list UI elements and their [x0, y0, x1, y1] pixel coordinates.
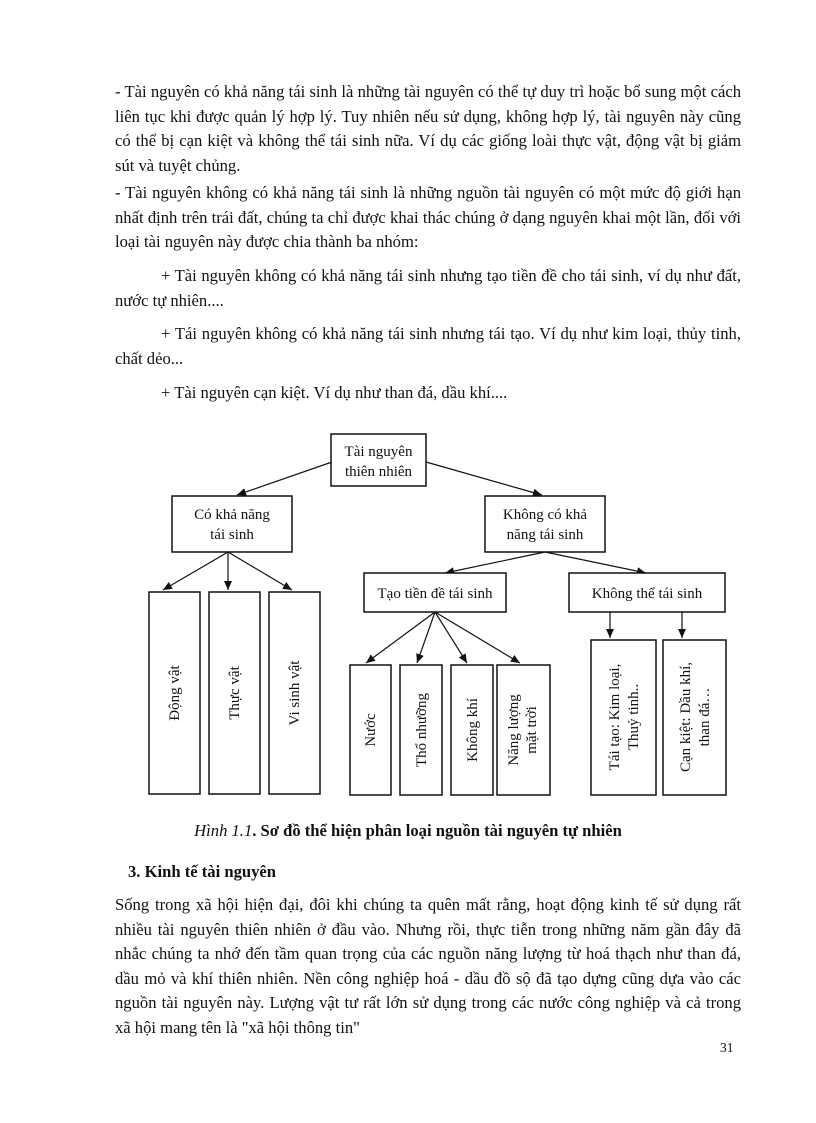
label-recycle-1: Tái tạo: Kim loại, — [607, 663, 623, 771]
label-soil: Thổ nhưỡng — [414, 693, 430, 767]
box-nonrenewable — [485, 496, 605, 552]
paragraph-group-3: + Tài nguyên cạn kiệt. Ví dụ như than đá, dầu khí.... — [161, 383, 508, 402]
figure-caption — [0, 821, 816, 841]
section-body: Sống trong xã hội hiện đại, đôi khi chúng ta quên mất rằng, hoạt động kinh tế sử dụng rất nhiều tài nguyên thiên nhiên ở đầu vào. Nhưng rồi, thực tiễn trong những năm gần đây đã nhắc chúng ta nhớ đến tầm quan trọng của các nguồn năng lượng từ hoá thạch như than đá, dầu mỏ và khí thiên nhiên. Nền công nghiệp hoá - dầu đồ sộ đã tạo dựng cũng dựa vào các nguồn tài nguyên này. Lượng vật tư rất lớn sử dụng trong các nước công nghiệp và cả trong xã hội mang tên là "xã hội thông tin" — [115, 895, 741, 1037]
paragraph-group-1: + Tài nguyên không có khả năng tái sinh nhưng tạo tiền đề cho tái sinh, ví dụ như đất, nước tự nhiên.... — [115, 266, 741, 310]
paragraph-group-2: + Tái nguyên không có khả năng tái sinh nhưng tái tạo. Ví dụ như kim loại, thủy tinh, chất dẻo... — [115, 324, 741, 368]
caption-label: Hình 1.1 — [194, 821, 253, 840]
label-root-2: thiên nhiên — [344, 464, 413, 480]
caption-text: . Sơ đồ thể hiện phân loại nguồn tài nguyên tự nhiên — [252, 821, 622, 840]
box-renewable — [172, 496, 292, 552]
label-nonrenewable-1: Không có khả — [502, 507, 588, 523]
label-animals: Động vật — [167, 665, 183, 721]
label-deplete-1: Cạn kiệt: Dầu khí, — [678, 662, 694, 772]
label-solar-1: Năng lượng — [506, 694, 522, 766]
label-renewable-2: tái sinh — [210, 527, 254, 543]
paragraph-nonrenewable: - Tài nguyên không có khả năng tái sinh là những nguồn tài nguyên có một mức độ giới hạn nhất định trên trái đất, chúng ta chỉ được khai thác chúng ở dạng nguyên khai một lần, đối với loại tài nguyên này được chia thành ba nhóm: — [115, 183, 741, 251]
label-plants: Thực vật — [227, 666, 243, 720]
page-number: 31 — [720, 1040, 734, 1055]
box-recycle — [591, 640, 656, 795]
label-air: Không khí — [465, 698, 481, 762]
box-deplete — [663, 640, 726, 795]
label-nonrenewable-2: năng tái sinh — [506, 527, 584, 543]
label-solar-2: mặt trời — [524, 706, 540, 754]
label-water: Nước — [363, 713, 379, 747]
label-premise: Tạo tiền đề tái sinh — [377, 586, 493, 602]
label-microbes: Vi sinh vật — [287, 660, 303, 726]
label-deplete-2: than đá… — [697, 687, 713, 747]
section-heading: 3. Kinh tế tài nguyên — [128, 862, 276, 881]
label-root-1: Tài nguyên — [344, 444, 413, 460]
label-recycle-2: Thuỷ tinh.. — [626, 683, 642, 751]
label-renewable-1: Có khả năng — [194, 507, 270, 523]
label-non-regen: Không thể tái sinh — [591, 586, 703, 602]
paragraph-renewable: - Tài nguyên có khả năng tái sinh là những tài nguyên có thể tự duy trì hoặc bổ sung một cách liên tục khi được quản lý hợp lý. Tuy nhiên nếu sử dụng, không hợp lý, tài nguyên này cũng có thể bị cạn kiệt và không thể tái sinh nữa. Ví dụ các giống loài thực vật, động vật bị giảm sút và tuyệt chủng. — [115, 82, 741, 175]
